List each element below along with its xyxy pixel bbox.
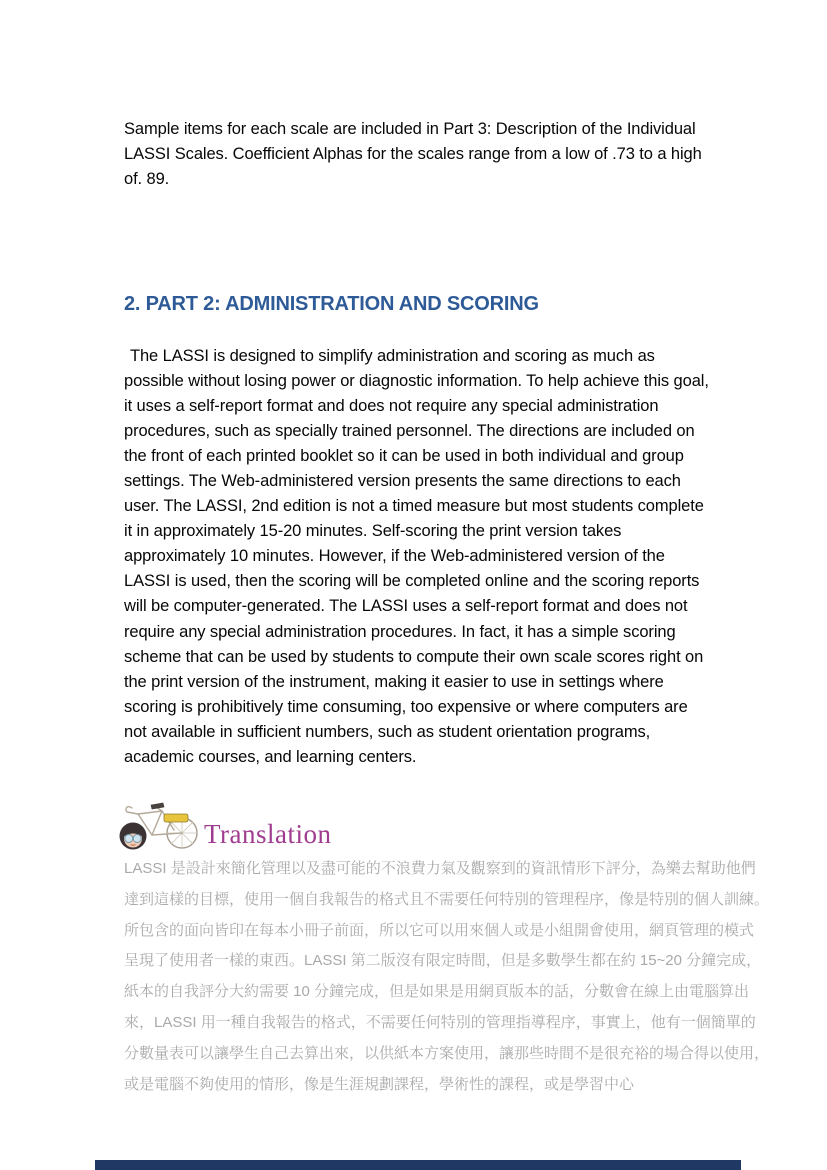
translation-line: 分數量表可以讓學生自己去算出來，以供紙本方案使用，讓那些時間不是很充裕的場合得以使用， <box>124 1044 770 1062</box>
translation-logo-label: Translation <box>204 819 332 849</box>
table-top-border-bar <box>95 1160 741 1170</box>
translation-line: 來，LASSI 用一種自我報告的格式，不需要任何特別的管理指導程序，事實上，他有一個簡單的 <box>124 1013 756 1031</box>
bicycle-with-face-icon <box>118 798 210 852</box>
intro-paragraph: Sample items for each scale are included in Part 3: Description of the Individual LASSI Scales. Coefficient Alphas for the scales range from a low of .73 to a high of. 89. <box>124 119 702 188</box>
translation-line: 或是電腦不夠使用的情形，像是生涯規劃課程，學術性的課程，或是學習中心 <box>124 1075 635 1093</box>
administration-scoring-paragraph: The LASSI is designed to simplify administration and scoring as much as possible without losing power or diagnostic information. To help achieve this goal, it uses a self-report format and does not require any special administration procedures, such as specially trained personnel. The directions are included on the front of each printed booklet so it can be used in both individual and group settings. The Web-administered version presents the same directions to each user. The LASSI, 2nd edition is not a timed measure but most students complete it in approximately 15-20 minutes. Self-scoring the print version takes approximately 10 minutes. However, if the Web-administered version of the LASSI is used, then the scoring will be completed online and the scoring reports will be computer-generated. The LASSI uses a self-report format and does not require any special administration procedures. In fact, it has a simple scoring scheme that can be used by students to compute their own scale scores right on the print version of the instrument, making it easier to use in settings where scoring is prohibitively time consuming, too expensive or where computers are not available in sufficient numbers, such as student orientation programs, academic courses, and learning centers. <box>124 346 709 766</box>
translation-line: 紙本的自我評分大約需要 10 分鐘完成，但是如果是用網頁版本的話，分數會在線上由電腦算出 <box>124 983 750 1001</box>
translation-logo <box>118 798 332 852</box>
translation-line: 達到這樣的目標，使用一個自我報告的格式且不需要任何特別的管理程序，像是特別的個人訓練。 <box>124 890 770 908</box>
translation-line: 所包含的面向皆印在每本小冊子前面，所以它可以用來個人或是小組開會使用，網頁管理的模式 <box>124 921 755 939</box>
chinese-translation-paragraph <box>124 854 770 1100</box>
translation-line: 呈現了使用者一樣的東西。LASSI 第二版沒有限定時間，但是多數學生都在約 15~20 分鐘完成， <box>124 952 762 970</box>
section-heading-part2: 2. PART 2: ADMINISTRATION AND SCORING <box>124 292 539 315</box>
translation-line: LASSI 是設計來簡化管理以及盡可能的不浪費力氣及觀察到的資訊情形下評分，為樂去幫助他們 <box>124 860 756 877</box>
